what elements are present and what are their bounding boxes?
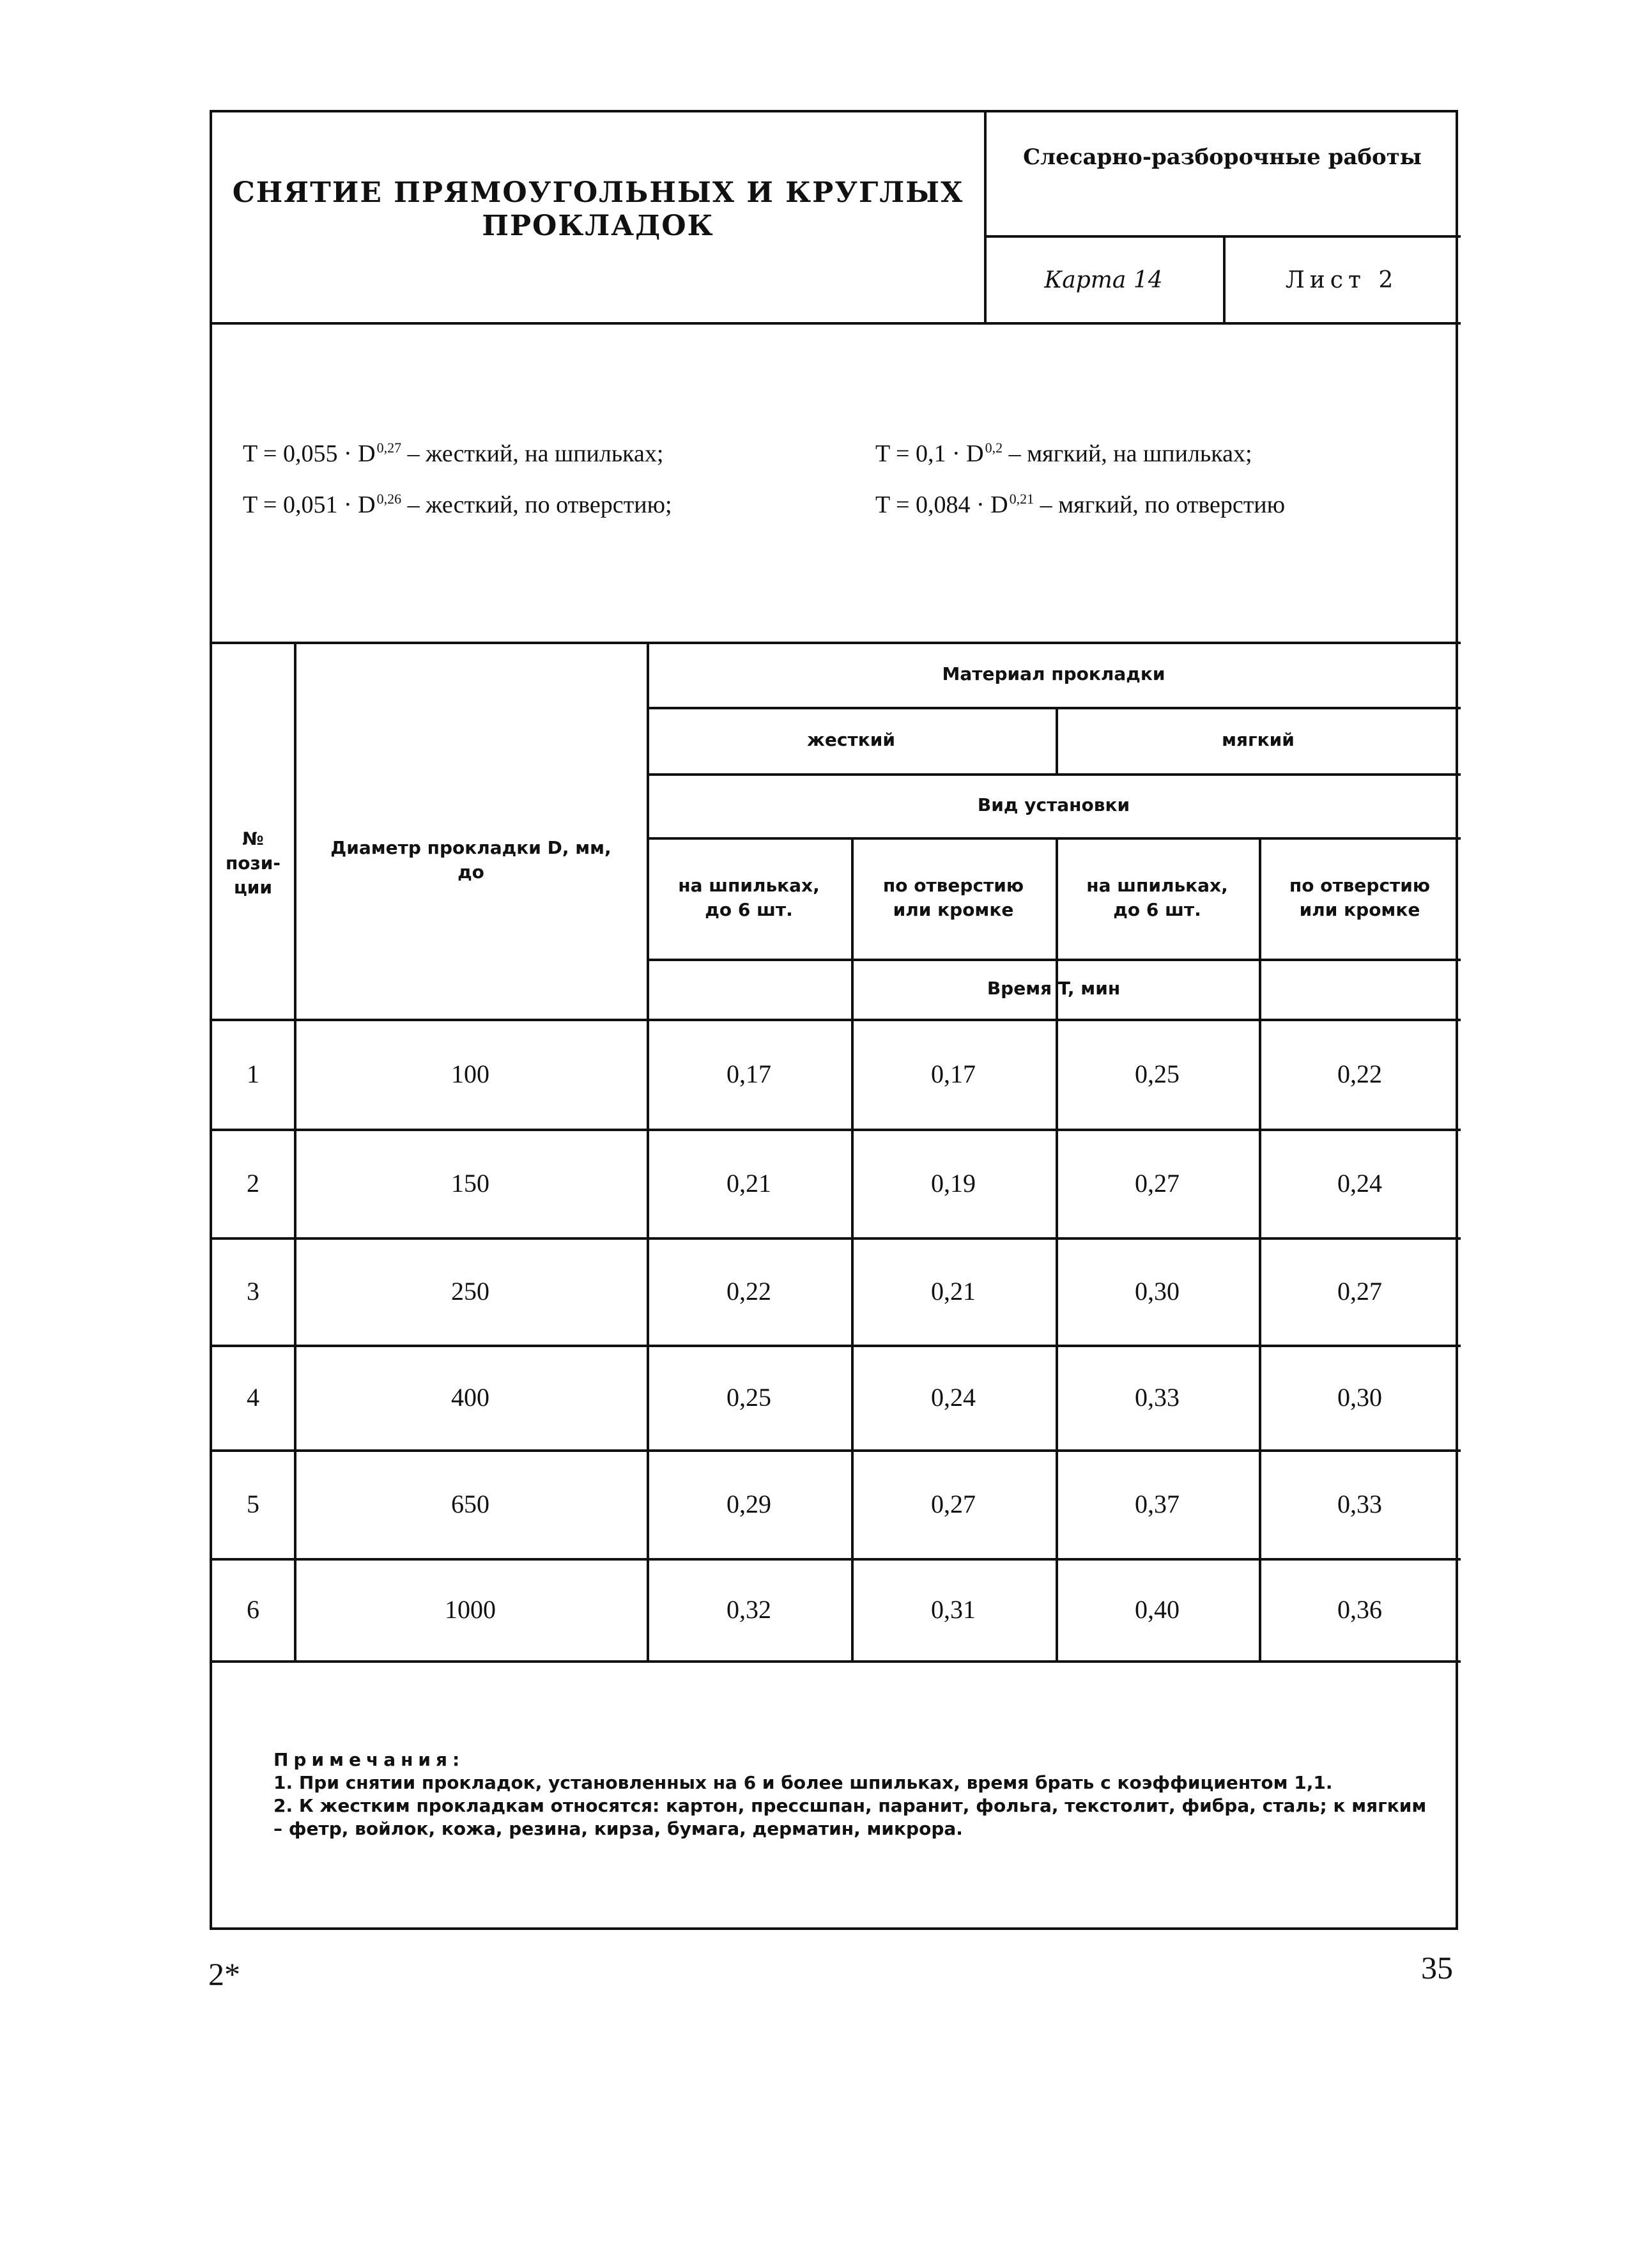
row-position: 6 <box>247 1594 259 1624</box>
time-value: 0,40 <box>1135 1594 1180 1624</box>
row-position: 3 <box>247 1276 259 1306</box>
row-position: 1 <box>247 1059 259 1088</box>
formula-hard-studs: T = 0,055 · D$^{0,27}$ – жесткий, на шпильках; <box>243 440 664 467</box>
sub-header-soft-studs: на шпильках, до 6 шт. <box>1086 875 1228 920</box>
row-diameter: 400 <box>451 1382 489 1412</box>
time-value: 0,24 <box>1337 1168 1382 1198</box>
row-position: 5 <box>247 1489 259 1518</box>
page-title: СНЯТИЕ ПРЯМОУГОЛЬНЫХ И КРУГЛЫХ ПРОКЛАДОК <box>232 176 964 242</box>
formula-hard-hole: T = 0,051 · D$^{0,26}$ – жесткий, по отверстию; <box>243 491 672 518</box>
col-header-diameter: Диаметр прокладки D, мм, до <box>330 837 611 883</box>
time-value: 0,24 <box>931 1382 976 1412</box>
hard-header: жесткий <box>807 729 895 750</box>
footer-signature-mark: 2* <box>208 1956 240 1992</box>
row-position: 4 <box>247 1382 259 1412</box>
sheet-number: Лист 2 <box>1285 266 1399 293</box>
sub-header-soft-hole: по отверстию или кромке <box>1289 875 1431 920</box>
row-diameter: 100 <box>451 1059 489 1088</box>
row-diameter: 650 <box>451 1489 489 1518</box>
note-item: 1. При снятии прокладок, установленных на 6 и более шпильках, время брать с коэффициентом 1,1. <box>273 1772 1333 1793</box>
page-number: 35 <box>1421 1950 1453 1986</box>
document-frame <box>210 110 1458 1930</box>
time-value: 0,25 <box>727 1382 771 1412</box>
time-value: 0,33 <box>1337 1489 1382 1518</box>
header-bottom-line <box>212 322 1461 325</box>
time-value: 0,25 <box>1135 1059 1180 1088</box>
notes-title: Примечания: <box>273 1749 465 1770</box>
time-value: 0,17 <box>931 1059 976 1088</box>
sub-header-hard-studs: на шпильках, до 6 шт. <box>678 875 820 920</box>
time-value: 0,32 <box>727 1594 771 1624</box>
soft-header: мягкий <box>1222 729 1295 750</box>
notes-block <box>273 1748 1436 1840</box>
time-header: Время T, мин <box>987 978 1121 999</box>
card-number: Карта 14 <box>1044 266 1163 293</box>
time-value: 0,33 <box>1135 1382 1180 1412</box>
time-value: 0,37 <box>1135 1489 1180 1518</box>
time-value: 0,22 <box>727 1276 771 1306</box>
note-item: 2. К жестким прокладкам относятся: картон, прессшпан, паранит, фольга, текстолит, фибра, сталь; к мягким – фетр, войлок, кожа, резина, кирза, бумага, дерматин, микрора. <box>273 1795 1427 1839</box>
table-bottom-line <box>212 1660 1461 1663</box>
time-value: 0,21 <box>727 1168 771 1198</box>
time-value: 0,17 <box>727 1059 771 1088</box>
row-position: 2 <box>247 1168 259 1198</box>
time-value: 0,27 <box>931 1489 976 1518</box>
time-value: 0,29 <box>727 1489 771 1518</box>
material-header: Материал прокладки <box>942 663 1165 684</box>
time-value: 0,31 <box>931 1594 976 1624</box>
time-value: 0,22 <box>1337 1059 1382 1088</box>
row-diameter: 1000 <box>445 1594 496 1624</box>
row-diameter: 250 <box>451 1276 489 1306</box>
sub-header-hard-hole: по отверстию или кромке <box>882 875 1024 920</box>
work-category: Слесарно-разборочные работы <box>1023 144 1422 170</box>
time-value: 0,19 <box>931 1168 976 1198</box>
col-header-position: № пози- ции <box>225 828 281 898</box>
row-diameter: 150 <box>451 1168 489 1198</box>
time-value: 0,30 <box>1135 1276 1180 1306</box>
install-header: Вид установки <box>977 794 1130 815</box>
time-value: 0,21 <box>931 1276 976 1306</box>
formula-soft-studs: T = 0,1 · D$^{0,2}$ – мягкий, на шпильках; <box>875 440 1252 467</box>
time-value: 0,30 <box>1337 1382 1382 1412</box>
formula-soft-hole: T = 0,084 · D$^{0,21}$ – мягкий, по отверстию <box>875 491 1286 518</box>
time-value: 0,27 <box>1135 1168 1180 1198</box>
time-value: 0,36 <box>1337 1594 1382 1624</box>
time-value: 0,27 <box>1337 1276 1382 1306</box>
